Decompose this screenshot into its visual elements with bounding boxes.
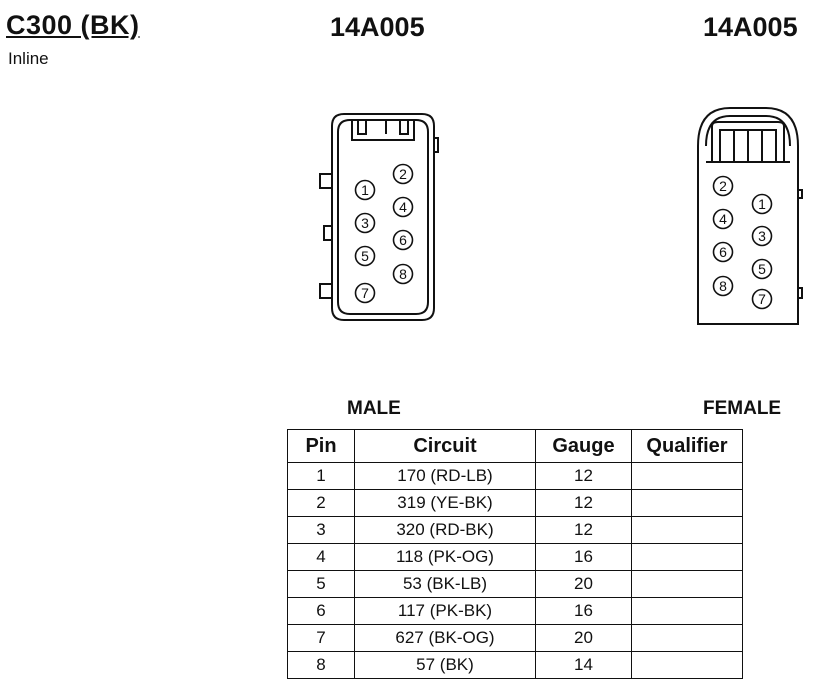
cell-gauge: 20 xyxy=(536,571,632,598)
female-label: FEMALE xyxy=(703,398,782,419)
cell-gauge: 12 xyxy=(536,463,632,490)
male-pin-label: 3 xyxy=(361,215,369,231)
cell-pin: 7 xyxy=(288,625,355,652)
col-header-qualifier: Qualifier xyxy=(632,430,743,463)
table-row xyxy=(288,490,743,517)
cell-qualifier xyxy=(632,463,743,490)
cell-circuit: 57 (BK) xyxy=(355,652,536,679)
male-pin-label: 8 xyxy=(399,266,407,282)
male-pin-label: 5 xyxy=(361,248,369,264)
female-pin-label: 3 xyxy=(758,228,766,244)
table-row xyxy=(288,652,743,679)
male-pin-label: 4 xyxy=(399,199,407,215)
cell-circuit: 118 (PK-OG) xyxy=(355,544,536,571)
male-part-number: 14A005 xyxy=(330,12,425,42)
cell-qualifier xyxy=(632,517,743,544)
table-row xyxy=(288,544,743,571)
female-pin-label: 1 xyxy=(758,196,766,212)
cell-qualifier xyxy=(632,544,743,571)
cell-gauge: 12 xyxy=(536,517,632,544)
col-header-pin: Pin xyxy=(288,430,355,463)
cell-qualifier xyxy=(632,625,743,652)
table-row xyxy=(288,517,743,544)
cell-circuit: 319 (YE-BK) xyxy=(355,490,536,517)
table-row xyxy=(288,625,743,652)
female-pin-label: 2 xyxy=(719,178,727,194)
female-connector-diagram xyxy=(690,102,810,328)
male-pin-label: 2 xyxy=(399,166,407,182)
cell-qualifier xyxy=(632,598,743,625)
female-pin-label: 6 xyxy=(719,244,727,260)
male-pin-group xyxy=(356,165,413,303)
cell-gauge: 16 xyxy=(536,598,632,625)
cell-pin: 1 xyxy=(288,463,355,490)
cell-qualifier xyxy=(632,652,743,679)
male-label: MALE xyxy=(347,398,401,419)
cell-gauge: 12 xyxy=(536,490,632,517)
cell-pin: 2 xyxy=(288,490,355,517)
table-row xyxy=(288,571,743,598)
connector-id: C300 (BK) xyxy=(6,10,140,40)
cell-gauge: 14 xyxy=(536,652,632,679)
table-header-row xyxy=(288,430,743,463)
cell-pin: 6 xyxy=(288,598,355,625)
male-connector-diagram xyxy=(314,108,444,326)
cell-pin: 4 xyxy=(288,544,355,571)
cell-gauge: 20 xyxy=(536,625,632,652)
cell-circuit: 53 (BK-LB) xyxy=(355,571,536,598)
female-part-number: 14A005 xyxy=(703,12,798,42)
male-pin-label: 6 xyxy=(399,232,407,248)
female-pin-group xyxy=(714,177,772,309)
female-pin-label: 8 xyxy=(719,278,727,294)
cell-circuit: 627 (BK-OG) xyxy=(355,625,536,652)
male-pin-label: 1 xyxy=(361,182,369,198)
cell-circuit: 117 (PK-BK) xyxy=(355,598,536,625)
female-pin-label: 4 xyxy=(719,211,727,227)
cell-pin: 5 xyxy=(288,571,355,598)
female-pin-label: 5 xyxy=(758,261,766,277)
col-header-circuit: Circuit xyxy=(355,430,536,463)
male-pin-label: 7 xyxy=(361,285,369,301)
cell-gauge: 16 xyxy=(536,544,632,571)
table-row xyxy=(288,598,743,625)
cell-qualifier xyxy=(632,571,743,598)
connector-location: Inline xyxy=(8,49,49,68)
col-header-gauge: Gauge xyxy=(536,430,632,463)
cell-pin: 3 xyxy=(288,517,355,544)
pinout-table xyxy=(287,429,743,679)
table-row xyxy=(288,463,743,490)
cell-pin: 8 xyxy=(288,652,355,679)
female-pin-label: 7 xyxy=(758,291,766,307)
cell-qualifier xyxy=(632,490,743,517)
cell-circuit: 170 (RD-LB) xyxy=(355,463,536,490)
cell-circuit: 320 (RD-BK) xyxy=(355,517,536,544)
